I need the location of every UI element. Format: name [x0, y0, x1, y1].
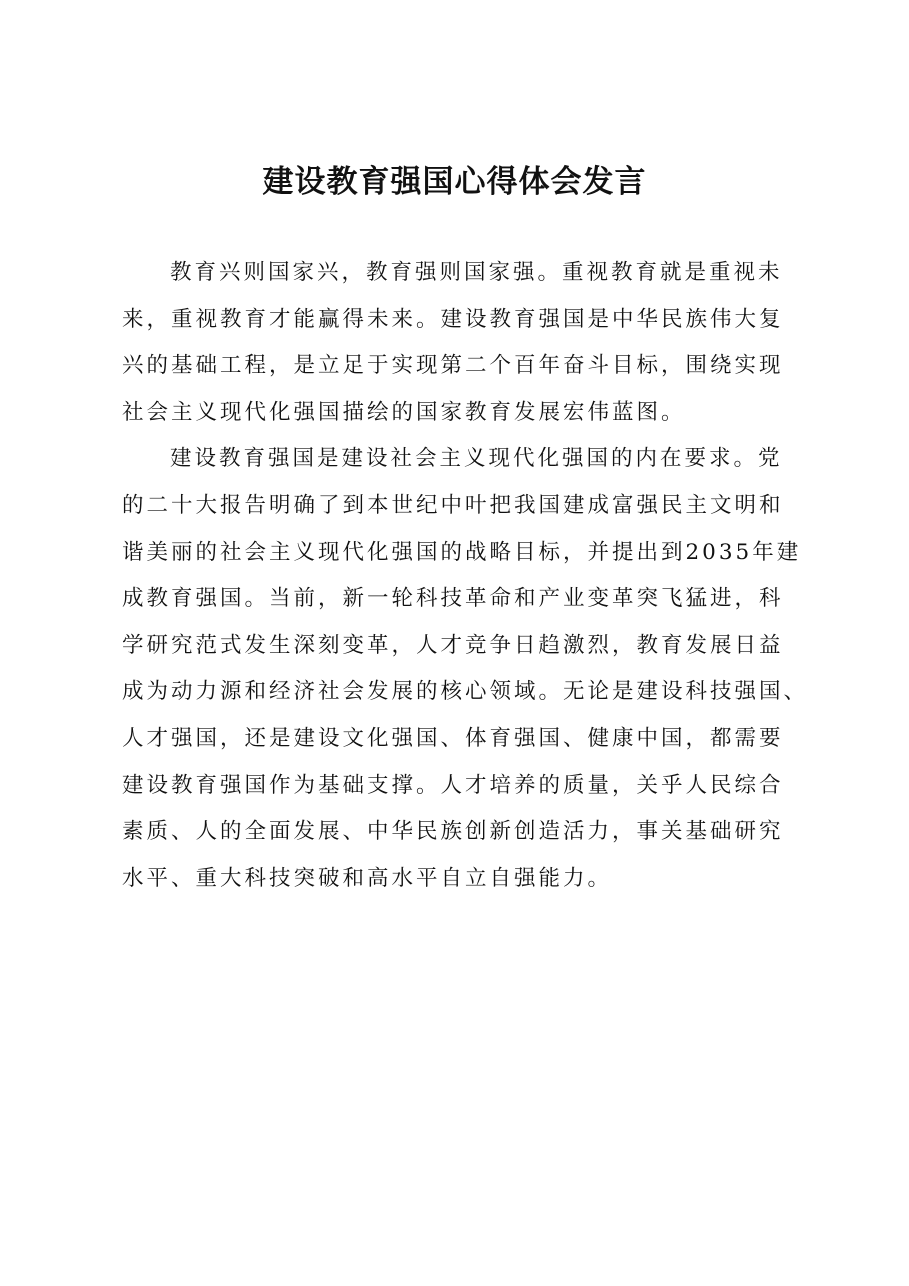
text-line: 水平、重大科技突破和高水平自立自强能力。: [122, 865, 613, 891]
text-line: 建设教育强国作为基础支撑。人才培养的质量，关乎人民综合: [122, 772, 784, 798]
text-line: 谐美丽的社会主义现代化强国的战略目标，并提出到2035年建: [122, 539, 802, 565]
text-line: 兴的基础工程，是立足于实现第二个百年奋斗目标，围绕实现: [122, 353, 784, 379]
paragraph-1: [122, 250, 802, 436]
document-body: [122, 250, 809, 902]
text-line: 教育兴则国家兴，教育强则国家强。重视教育就是重视未: [170, 260, 783, 285]
document-title: 建设教育强国心得体会发言: [262, 164, 647, 200]
text-line: 成为动力源和经济社会发展的核心领域。无论是建设科技强国、: [122, 679, 809, 705]
paragraph-2: [122, 436, 809, 902]
text-line: 学研究范式发生深刻变革，人才竞争日趋激烈，教育发展日益: [122, 632, 784, 658]
text-line: 建设教育强国是建设社会主义现代化强国的内在要求。党: [170, 446, 783, 472]
text-line: 来，重视教育才能赢得未来。建设教育强国是中华民族伟大复: [122, 306, 784, 332]
text-line: 素质、人的全面发展、中华民族创新创造活力，事关基础研究: [122, 819, 784, 845]
text-line: 成教育强国。当前，新一轮科技革命和产业变革突飞猛进，科: [122, 586, 784, 612]
text-line: 社会主义现代化强国描绘的国家教育发展宏伟蓝图。: [122, 399, 686, 425]
text-line: 人才强国，还是建设文化强国、体育强国、健康中国，都需要: [122, 725, 784, 751]
text-line: 的二十大报告明确了到本世纪中叶把我国建成富强民主文明和: [122, 492, 784, 518]
